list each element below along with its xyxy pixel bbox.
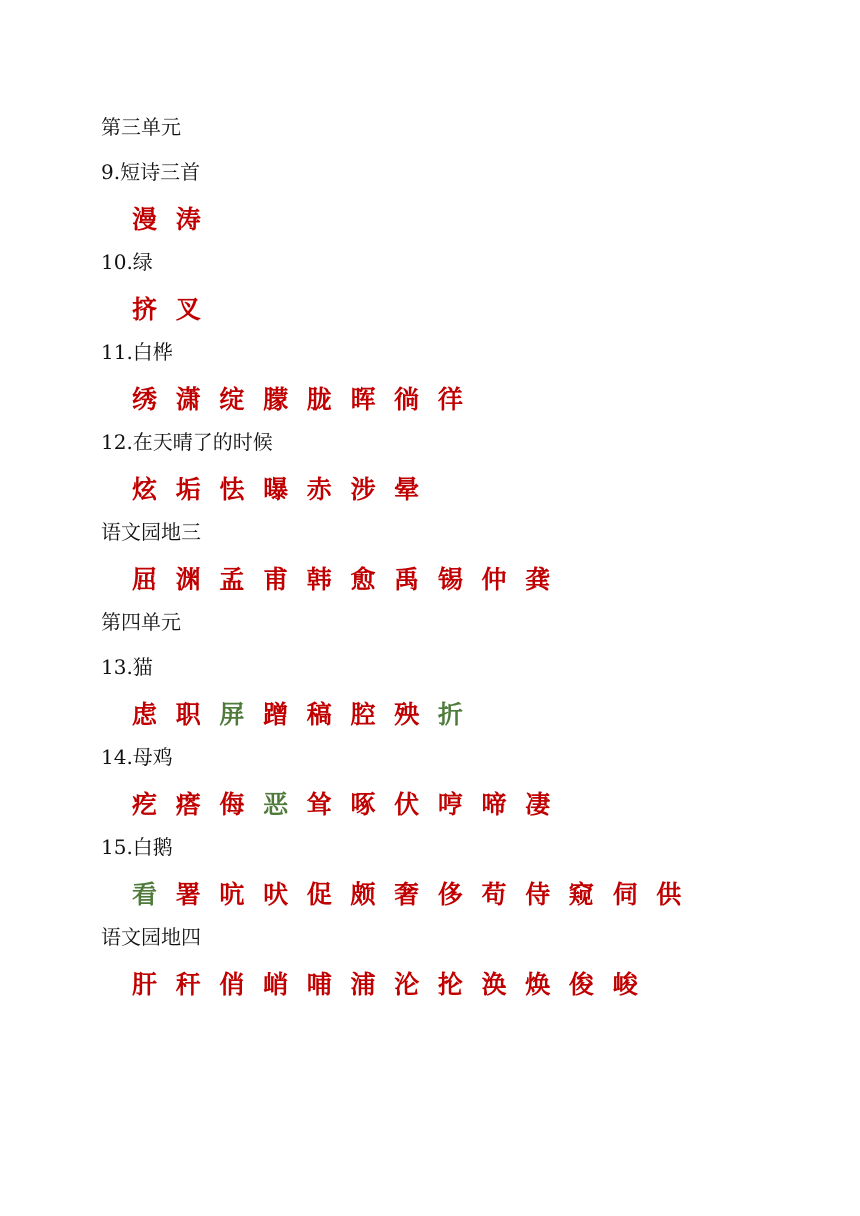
vocab-character: 徉: [437, 385, 463, 414]
section-heading: 15.白鹅: [101, 835, 173, 859]
vocab-character: 侈: [437, 880, 463, 909]
vocab-character: 稿: [306, 700, 332, 729]
vocab-character: 愈: [350, 565, 376, 594]
vocab-character: 渊: [175, 565, 201, 594]
vocab-character: 沦: [394, 970, 420, 999]
vocab-character: 凄: [525, 790, 551, 819]
character-row: [101, 695, 821, 740]
vocab-character: 肝: [132, 970, 158, 999]
vocab-character: 恶: [263, 790, 289, 819]
vocab-character: 挤: [132, 295, 158, 324]
section-heading: 12.在天晴了的时候: [101, 430, 273, 454]
vocab-character: 瘩: [175, 790, 201, 819]
vocab-character: 朦: [263, 385, 289, 414]
vocab-character: 炫: [132, 475, 158, 504]
character-row: [101, 560, 821, 605]
section-heading: 第三单元: [101, 115, 181, 139]
vocab-character: 焕: [525, 970, 551, 999]
vocab-character: 浦: [350, 970, 376, 999]
vocab-character: 伺: [612, 880, 638, 909]
vocab-character: 仲: [481, 565, 507, 594]
vocab-character: 窥: [568, 880, 594, 909]
vocab-character: 俏: [219, 970, 245, 999]
vocab-character: 看: [132, 880, 158, 909]
vocab-character: 哺: [306, 970, 332, 999]
vocab-character: 潇: [175, 385, 201, 414]
vocab-character: 峭: [263, 970, 289, 999]
vocab-character: 绽: [219, 385, 245, 414]
vocab-character: 垢: [175, 475, 201, 504]
vocab-character: 漫: [132, 205, 158, 234]
vocab-character: 促: [306, 880, 332, 909]
vocab-character: 屈: [132, 565, 158, 594]
vocab-character: 抡: [437, 970, 463, 999]
character-row: [101, 470, 821, 515]
section-heading: 14.母鸡: [101, 745, 173, 769]
vocab-character: 徜: [394, 385, 420, 414]
vocab-character: 晖: [350, 385, 376, 414]
vocab-character: 侍: [525, 880, 551, 909]
vocab-character: 叉: [175, 295, 201, 324]
vocab-character: 涉: [350, 475, 376, 504]
vocab-character: 峻: [612, 970, 638, 999]
vocab-character: 禹: [394, 565, 420, 594]
vocab-character: 腔: [350, 700, 376, 729]
vocab-character: 屏: [219, 700, 245, 729]
vocab-character: 韩: [306, 565, 332, 594]
vocab-character: 怯: [219, 475, 245, 504]
vocabulary-list: [101, 110, 821, 1010]
vocab-character: 赤: [306, 475, 332, 504]
character-row: [101, 200, 821, 245]
vocab-character: 晕: [394, 475, 420, 504]
vocab-character: 吠: [263, 880, 289, 909]
vocab-character: 孟: [219, 565, 245, 594]
section-heading: 9.短诗三首: [101, 160, 201, 184]
vocab-character: 吭: [219, 880, 245, 909]
character-row: [101, 875, 821, 920]
vocab-character: 啼: [481, 790, 507, 819]
vocab-character: 涛: [175, 205, 201, 234]
character-row: [101, 965, 821, 1010]
character-row: [101, 290, 821, 335]
vocab-character: 涣: [481, 970, 507, 999]
section-heading: 11.白桦: [101, 340, 173, 364]
vocab-character: 啄: [350, 790, 376, 819]
vocab-character: 颇: [350, 880, 376, 909]
vocab-character: 殃: [394, 700, 420, 729]
section-heading: 语文园地三: [101, 520, 201, 544]
vocab-character: 哼: [437, 790, 463, 819]
vocab-character: 疙: [132, 790, 158, 819]
vocab-character: 蹭: [263, 700, 289, 729]
vocab-character: 锡: [437, 565, 463, 594]
vocab-character: 苟: [481, 880, 507, 909]
section-heading: 10.绿: [101, 250, 153, 274]
vocab-character: 职: [175, 700, 201, 729]
vocab-character: 虑: [132, 700, 158, 729]
vocab-character: 奢: [394, 880, 420, 909]
vocab-character: 甫: [263, 565, 289, 594]
vocab-character: 绣: [132, 385, 158, 414]
vocab-character: 侮: [219, 790, 245, 819]
vocab-character: 伏: [394, 790, 420, 819]
vocab-character: 耸: [306, 790, 332, 819]
vocab-character: 秆: [175, 970, 201, 999]
section-heading: 13.猫: [101, 655, 153, 679]
section-heading: 语文园地四: [101, 925, 201, 949]
vocab-character: 俊: [568, 970, 594, 999]
character-row: [101, 380, 821, 425]
vocab-character: 署: [175, 880, 201, 909]
vocab-character: 折: [437, 700, 463, 729]
section-heading: 第四单元: [101, 610, 181, 634]
vocab-character: 胧: [306, 385, 332, 414]
character-row: [101, 785, 821, 830]
vocab-character: 供: [656, 880, 682, 909]
vocab-character: 龚: [525, 565, 551, 594]
vocab-character: 曝: [263, 475, 289, 504]
